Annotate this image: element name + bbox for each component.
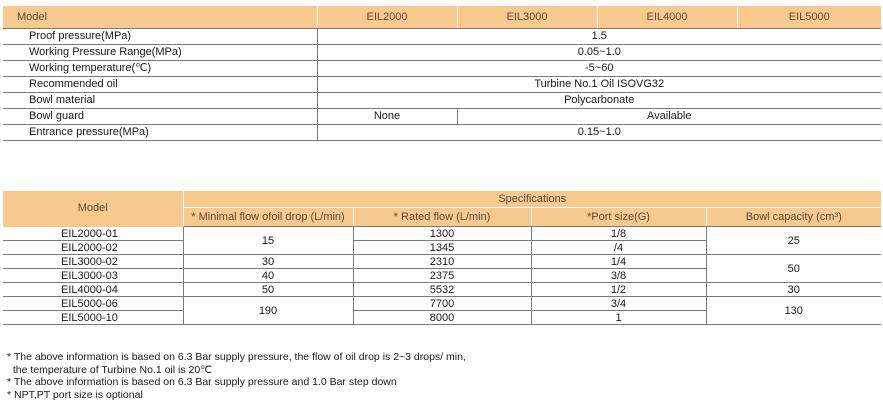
header-eil4000: EIL4000 <box>597 6 737 29</box>
spec-table-header <box>3 6 881 29</box>
min-flow-cell: 15 <box>183 227 353 255</box>
header-eil5000: EIL5000 <box>737 6 881 29</box>
footnote: * The above information is based on 6.3 Bar supply pressure and 1.0 Bar step down <box>7 376 397 388</box>
bowl-capacity-cell: 25 <box>706 227 881 255</box>
model-cell: EIL5000-10 <box>3 311 183 325</box>
row-label: Bowl material <box>3 93 317 109</box>
table-row <box>3 93 881 109</box>
row-label: Proof pressure(MPa) <box>3 29 317 45</box>
header-model: Model <box>3 6 317 29</box>
footnote: * The above information is based on 6.3 Bar supply pressure, the flow of oil drop is 2~3 drops/ min, <box>7 351 466 363</box>
table-row <box>3 283 881 297</box>
port-size-cell: 1/2 <box>531 283 706 297</box>
footnotes <box>7 351 466 401</box>
table-row <box>3 109 881 125</box>
row-value: Polycarbonate <box>317 93 881 109</box>
flow-table-header <box>3 191 881 208</box>
flow-table <box>3 191 881 325</box>
header-model: Model <box>3 191 183 227</box>
table-row <box>3 77 881 93</box>
table-row <box>3 125 881 141</box>
row-label: Recommended oil <box>3 77 317 93</box>
port-size-cell: /4 <box>531 241 706 255</box>
row-label: Working Pressure Range(MPa) <box>3 45 317 61</box>
rated-flow-cell: 1300 <box>353 227 531 241</box>
footnote: * NPT,PT port size is optional <box>7 388 143 401</box>
table-row <box>3 61 881 77</box>
rated-flow-cell: 1345 <box>353 241 531 255</box>
header-rated-flow: * Rated flow (L/min) <box>353 208 531 227</box>
min-flow-cell: 190 <box>183 297 353 325</box>
port-size-cell: 3/4 <box>531 297 706 311</box>
min-flow-cell: 30 <box>183 255 353 269</box>
row-value: 1.5 <box>317 29 881 45</box>
rated-flow-cell: 5532 <box>353 283 531 297</box>
row-value: -5~60 <box>317 61 881 77</box>
row-value: 0.05~1.0 <box>317 45 881 61</box>
port-size-cell: 1/4 <box>531 255 706 269</box>
header-min-flow: * Minimal flow ofoil drop (L/min) <box>183 208 353 227</box>
min-flow-cell: 50 <box>183 283 353 297</box>
row-label: Entrance pressure(MPa) <box>3 125 317 141</box>
rated-flow-cell: 2310 <box>353 255 531 269</box>
spec-table <box>3 6 881 141</box>
model-cell: EIL2000-02 <box>3 241 183 255</box>
model-cell: EIL3000-02 <box>3 255 183 269</box>
model-cell: EIL2000-01 <box>3 227 183 241</box>
rated-flow-cell: 8000 <box>353 311 531 325</box>
table-row <box>3 227 881 241</box>
port-size-cell: 1 <box>531 311 706 325</box>
table-row <box>3 29 881 45</box>
model-cell: EIL3000-03 <box>3 269 183 283</box>
row-label: Working temperature(℃) <box>3 61 317 77</box>
header-specifications: Specifications <box>183 191 881 208</box>
rated-flow-cell: 7700 <box>353 297 531 311</box>
min-flow-cell: 40 <box>183 269 353 283</box>
model-cell: EIL5000-06 <box>3 297 183 311</box>
table-row <box>3 45 881 61</box>
bowl-capacity-cell: 50 <box>706 255 881 283</box>
bowl-capacity-cell: 130 <box>706 297 881 325</box>
model-cell: EIL4000-04 <box>3 283 183 297</box>
row-value: 0.15~1.0 <box>317 125 881 141</box>
table-row <box>3 297 881 311</box>
header-eil3000: EIL3000 <box>457 6 597 29</box>
row-value-eil2000: None <box>317 109 457 125</box>
row-value-eil3000-5000: Available <box>457 109 881 125</box>
bowl-capacity-cell: 30 <box>706 283 881 297</box>
footnote: the temperature of Turbine No.1 oil is 20℃ <box>7 363 212 376</box>
rated-flow-cell: 2375 <box>353 269 531 283</box>
port-size-cell: 1/8 <box>531 227 706 241</box>
port-size-cell: 3/8 <box>531 269 706 283</box>
header-bowl-capacity: Bowl capacity (cm³) <box>706 208 881 227</box>
row-value: Turbine No.1 Oil ISOVG32 <box>317 77 881 93</box>
header-port-size: *Port size(G) <box>531 208 706 227</box>
header-eil2000: EIL2000 <box>317 6 457 29</box>
table-row <box>3 255 881 269</box>
row-label: Bowl guard <box>3 109 317 125</box>
